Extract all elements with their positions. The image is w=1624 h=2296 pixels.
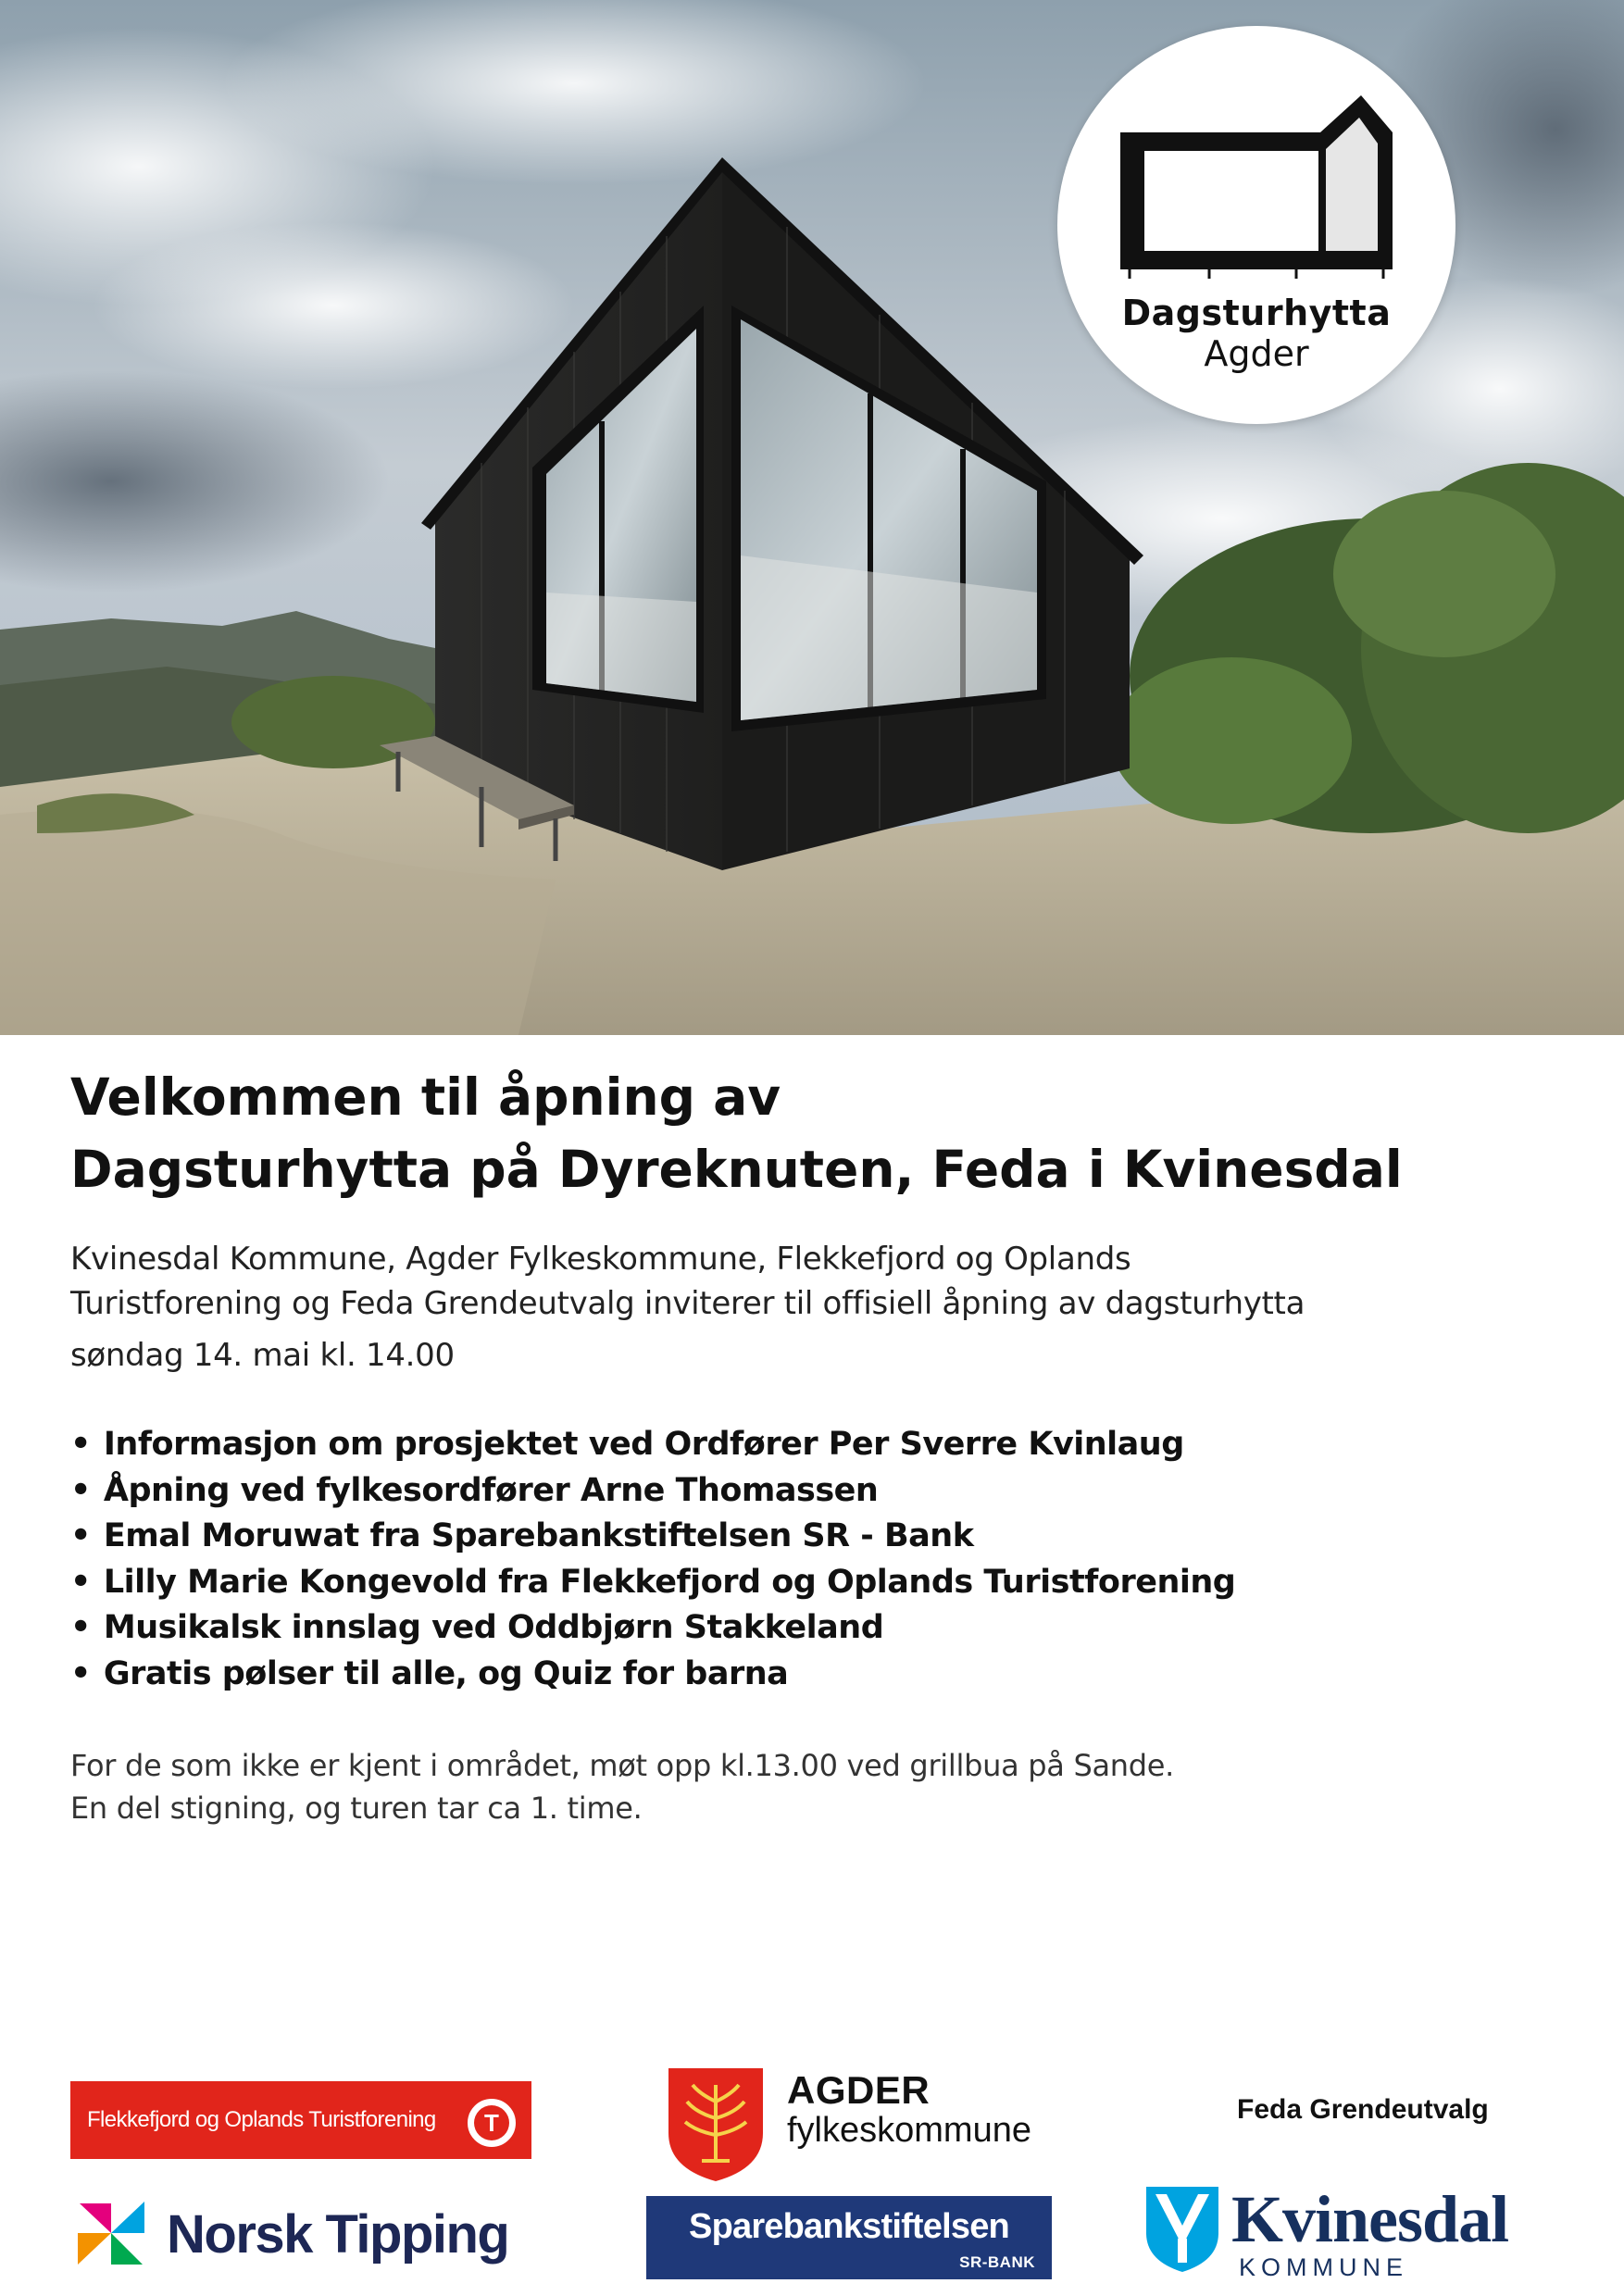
norsk-tipping-logo	[70, 2196, 552, 2270]
note-line-1: For de som ikke er kjent i området, møt opp kl.13.00 ved grillbua på Sande.	[70, 1748, 1175, 1783]
list-item: • Musikalsk innslag ved Oddbjørn Stakkeland	[70, 1605, 1570, 1652]
list-item: • Informasjon om prosjektet ved Ordfører Per Sverre Kvinlaug	[70, 1422, 1570, 1468]
badge-title: Dagsturhytta	[1121, 293, 1392, 333]
kvinesdal-title: Kvinesdal	[1231, 2182, 1509, 2256]
norsk-tipping-text: Norsk Tipping	[167, 2204, 509, 2265]
list-item: • Gratis pølser til alle, og Quiz for barna	[70, 1652, 1570, 1698]
kvinesdal-logo	[1143, 2181, 1568, 2283]
fot-logo	[70, 2081, 531, 2159]
page-title	[70, 1061, 1570, 1205]
list-item: • Åpning ved fylkesordfører Arne Thomassen	[70, 1468, 1570, 1515]
dagsturhytta-logo-badge	[1057, 26, 1455, 424]
intro-line-2: Turistforening og Feda Grendeutvalg inviterer til offisiell åpning av dagsturhytta	[70, 1285, 1305, 1322]
tree-shield-icon	[665, 2065, 767, 2183]
feda-grendeutvalg-label: Feda Grendeutvalg	[1237, 2094, 1489, 2125]
meeting-note	[70, 1744, 1570, 1829]
valley-shield-icon	[1143, 2181, 1222, 2274]
dnt-mark-letter: T	[474, 2105, 509, 2140]
note-line-2: En del stigning, og turen tar ca 1. time.	[70, 1791, 643, 1826]
sparebankstiftelsen-logo	[646, 2196, 1052, 2279]
intro-paragraph	[70, 1237, 1570, 1378]
program-list	[70, 1422, 1570, 1697]
kvinesdal-subtitle: KOMMUNE	[1239, 2253, 1408, 2281]
list-item: • Emal Moruwat fra Sparebankstiftelsen SR - Bank	[70, 1514, 1570, 1560]
agder-logo	[665, 2065, 1072, 2183]
agder-subtitle: fylkeskommune	[787, 2111, 1031, 2150]
intro-line-1: Kvinesdal Kommune, Agder Fylkeskommune, Flekkefjord og Oplands	[70, 1241, 1131, 1278]
title-line-1: Velkommen til åpning av	[70, 1067, 781, 1127]
list-item: • Lilly Marie Kongevold fra Flekkefjord og Oplands Turistforening	[70, 1560, 1570, 1606]
fot-logo-text: Flekkefjord og Oplands Turistforening	[87, 2107, 436, 2132]
sparebank-title: Sparebankstiftelsen	[689, 2207, 1009, 2246]
dnt-mark-icon	[465, 2096, 518, 2150]
cabin-outline-icon	[1120, 95, 1393, 281]
badge-subtitle: Agder	[1204, 333, 1309, 374]
agder-title: AGDER	[787, 2068, 931, 2112]
event-date: søndag 14. mai kl. 14.00	[70, 1337, 455, 1374]
title-line-2: Dagsturhytta på Dyreknuten, Feda i Kvinesdal	[70, 1140, 1403, 1199]
pinwheel-icon	[70, 2196, 152, 2270]
sparebank-subtitle: SR-BANK	[959, 2253, 1035, 2271]
